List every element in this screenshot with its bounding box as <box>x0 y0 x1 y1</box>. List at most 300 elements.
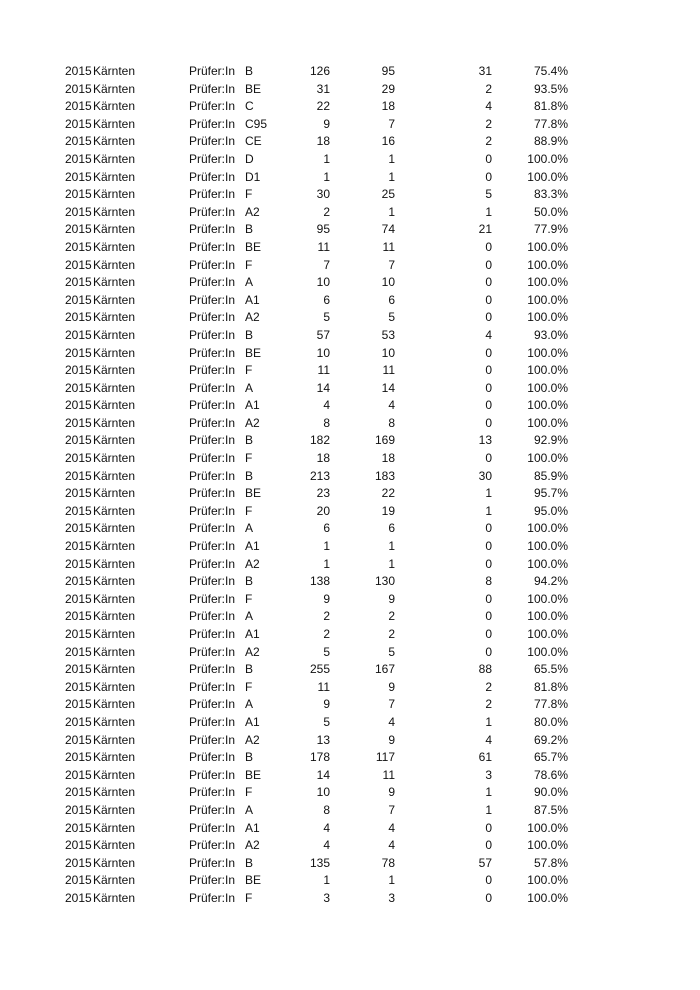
year-cell: 2015 <box>65 292 92 307</box>
failed-count-cell: 0 <box>485 838 492 853</box>
failed-count-cell: 4 <box>485 327 492 342</box>
total-count-cell: 10 <box>316 345 330 360</box>
total-count-cell: 11 <box>317 679 330 694</box>
license-class-cell: F <box>245 785 253 800</box>
year-cell: 2015 <box>65 204 92 219</box>
pass-rate-cell: 77.8% <box>533 116 568 131</box>
examiner-role-cell: Prüfer:In <box>189 116 236 131</box>
state-cell: Kärnten <box>93 785 136 800</box>
license-class-cell: BE <box>245 873 262 888</box>
examiner-role-cell: Prüfer:In <box>189 433 236 448</box>
failed-count-cell: 2 <box>485 81 492 96</box>
year-cell: 2015 <box>65 767 92 782</box>
table-row <box>0 626 700 644</box>
examiner-role-cell: Prüfer:In <box>189 151 236 166</box>
total-count-cell: 13 <box>316 732 330 747</box>
total-count-cell: 18 <box>316 134 330 149</box>
failed-count-cell: 2 <box>485 134 492 149</box>
pass-rate-cell: 93.0% <box>533 327 568 342</box>
passed-count-cell: 5 <box>388 310 395 325</box>
examiner-role-cell: Prüfer:In <box>189 785 236 800</box>
table-row <box>0 98 700 116</box>
pass-rate-cell: 77.8% <box>533 697 568 712</box>
table-row <box>0 257 700 275</box>
year-cell: 2015 <box>65 820 92 835</box>
pass-rate-cell: 92.9% <box>533 433 568 448</box>
state-cell: Kärnten <box>93 345 136 360</box>
license-class-cell: A2 <box>245 732 260 747</box>
pass-rate-cell: 100.0% <box>527 257 568 272</box>
table-row <box>0 186 700 204</box>
passed-count-cell: 1 <box>388 873 395 888</box>
failed-count-cell: 0 <box>485 627 492 641</box>
total-count-cell: 5 <box>323 310 330 325</box>
examiner-role-cell: Prüfer:In <box>189 503 236 518</box>
year-cell: 2015 <box>65 187 92 202</box>
year-cell: 2015 <box>65 415 92 430</box>
failed-count-cell: 4 <box>485 99 492 114</box>
year-cell: 2015 <box>65 169 92 184</box>
passed-count-cell: 74 <box>381 222 395 237</box>
data-table <box>0 63 700 908</box>
table-row <box>0 820 700 838</box>
state-cell: Kärnten <box>93 855 136 870</box>
year-cell: 2015 <box>65 310 92 325</box>
year-cell: 2015 <box>65 627 92 641</box>
table-row <box>0 274 700 292</box>
table-row <box>0 855 700 873</box>
examiner-role-cell: Prüfer:In <box>189 398 236 413</box>
total-count-cell: 1 <box>323 151 330 166</box>
passed-count-cell: 78 <box>381 855 395 870</box>
state-cell: Kärnten <box>93 257 136 272</box>
pass-rate-cell: 81.8% <box>533 99 568 114</box>
total-count-cell: 8 <box>323 802 330 817</box>
year-cell: 2015 <box>65 714 92 729</box>
passed-count-cell: 1 <box>388 539 395 554</box>
pass-rate-cell: 100.0% <box>527 644 568 659</box>
failed-count-cell: 0 <box>485 292 492 307</box>
license-class-cell: BE <box>245 345 262 360</box>
license-class-cell: B <box>245 222 254 237</box>
table-row <box>0 767 700 785</box>
pass-rate-cell: 100.0% <box>527 310 568 325</box>
pass-rate-cell: 90.0% <box>533 785 568 800</box>
total-count-cell: 3 <box>323 890 330 905</box>
year-cell: 2015 <box>65 838 92 853</box>
total-count-cell: 9 <box>323 116 330 131</box>
year-cell: 2015 <box>65 222 92 237</box>
failed-count-cell: 0 <box>485 890 492 905</box>
passed-count-cell: 16 <box>381 134 395 149</box>
total-count-cell: 14 <box>316 380 330 395</box>
passed-count-cell: 6 <box>388 521 395 536</box>
pass-rate-cell: 100.0% <box>527 556 568 571</box>
passed-count-cell: 25 <box>381 187 395 202</box>
year-cell: 2015 <box>65 99 92 114</box>
license-class-cell: A <box>245 697 254 712</box>
examiner-role-cell: Prüfer:In <box>189 363 236 378</box>
table-row <box>0 696 700 714</box>
pass-rate-cell: 94.2% <box>533 574 568 589</box>
pass-rate-cell: 100.0% <box>527 398 568 413</box>
license-class-cell: D <box>245 151 254 166</box>
state-cell: Kärnten <box>93 99 136 114</box>
failed-count-cell: 0 <box>485 873 492 888</box>
year-cell: 2015 <box>65 574 92 589</box>
pass-rate-cell: 100.0% <box>527 415 568 430</box>
total-count-cell: 5 <box>323 714 330 729</box>
examiner-role-cell: Prüfer:In <box>189 767 236 782</box>
table-row <box>0 309 700 327</box>
examiner-role-cell: Prüfer:In <box>189 415 236 430</box>
examiner-role-cell: Prüfer:In <box>189 486 236 501</box>
passed-count-cell: 7 <box>388 257 395 272</box>
examiner-role-cell: Prüfer:In <box>189 609 236 624</box>
failed-count-cell: 0 <box>485 591 492 606</box>
failed-count-cell: 1 <box>485 714 492 729</box>
failed-count-cell: 0 <box>485 151 492 166</box>
failed-count-cell: 0 <box>485 345 492 360</box>
license-class-cell: B <box>245 750 254 765</box>
examiner-role-cell: Prüfer:In <box>189 380 236 395</box>
state-cell: Kärnten <box>93 134 136 149</box>
passed-count-cell: 7 <box>388 697 395 712</box>
license-class-cell: A <box>245 380 254 395</box>
table-row <box>0 292 700 310</box>
examiner-role-cell: Prüfer:In <box>189 732 236 747</box>
failed-count-cell: 30 <box>478 468 492 483</box>
total-count-cell: 57 <box>316 327 330 342</box>
passed-count-cell: 11 <box>382 239 395 254</box>
passed-count-cell: 1 <box>388 204 395 219</box>
table-row <box>0 63 700 81</box>
passed-count-cell: 10 <box>381 345 395 360</box>
year-cell: 2015 <box>65 785 92 800</box>
license-class-cell: F <box>245 363 253 378</box>
total-count-cell: 11 <box>317 239 330 254</box>
state-cell: Kärnten <box>93 732 136 747</box>
state-cell: Kärnten <box>93 433 136 448</box>
total-count-cell: 22 <box>316 99 330 114</box>
pass-rate-cell: 93.5% <box>533 81 568 96</box>
failed-count-cell: 1 <box>485 204 492 219</box>
passed-count-cell: 19 <box>381 503 395 518</box>
total-count-cell: 126 <box>309 64 330 78</box>
examiner-role-cell: Prüfer:In <box>189 169 236 184</box>
passed-count-cell: 9 <box>388 591 395 606</box>
pass-rate-cell: 100.0% <box>527 539 568 554</box>
license-class-cell: A1 <box>245 539 260 554</box>
license-class-cell: A <box>245 609 254 624</box>
examiner-role-cell: Prüfer:In <box>189 292 236 307</box>
passed-count-cell: 1 <box>388 169 395 184</box>
state-cell: Kärnten <box>93 574 136 589</box>
total-count-cell: 18 <box>316 451 330 466</box>
passed-count-cell: 9 <box>388 679 395 694</box>
failed-count-cell: 0 <box>485 310 492 325</box>
pass-rate-cell: 100.0% <box>527 451 568 466</box>
table-row <box>0 802 700 820</box>
license-class-cell: CE <box>245 134 262 149</box>
failed-count-cell: 4 <box>485 732 492 747</box>
failed-count-cell: 3 <box>485 767 492 782</box>
year-cell: 2015 <box>65 679 92 694</box>
passed-count-cell: 22 <box>381 486 395 501</box>
total-count-cell: 178 <box>309 750 330 765</box>
state-cell: Kärnten <box>93 838 136 853</box>
license-class-cell: A2 <box>245 415 260 430</box>
total-count-cell: 14 <box>316 767 330 782</box>
failed-count-cell: 0 <box>485 380 492 395</box>
state-cell: Kärnten <box>93 310 136 325</box>
state-cell: Kärnten <box>93 556 136 571</box>
pass-rate-cell: 100.0% <box>527 627 568 641</box>
state-cell: Kärnten <box>93 169 136 184</box>
passed-count-cell: 14 <box>381 380 395 395</box>
license-class-cell: A <box>245 802 254 817</box>
total-count-cell: 10 <box>316 785 330 800</box>
year-cell: 2015 <box>65 239 92 254</box>
year-cell: 2015 <box>65 556 92 571</box>
state-cell: Kärnten <box>93 591 136 606</box>
license-class-cell: F <box>245 503 253 518</box>
table-row <box>0 362 700 380</box>
total-count-cell: 23 <box>316 486 330 501</box>
failed-count-cell: 21 <box>478 222 492 237</box>
state-cell: Kärnten <box>93 873 136 888</box>
table-row <box>0 81 700 99</box>
table-row <box>0 591 700 609</box>
passed-count-cell: 18 <box>381 451 395 466</box>
license-class-cell: B <box>245 64 254 78</box>
year-cell: 2015 <box>65 81 92 96</box>
state-cell: Kärnten <box>93 327 136 342</box>
total-count-cell: 31 <box>316 81 330 96</box>
pass-rate-cell: 83.3% <box>533 187 568 202</box>
passed-count-cell: 5 <box>388 644 395 659</box>
table-row <box>0 327 700 345</box>
examiner-role-cell: Prüfer:In <box>189 574 236 589</box>
table-row <box>0 380 700 398</box>
table-row <box>0 573 700 591</box>
pass-rate-cell: 95.0% <box>533 503 568 518</box>
pass-rate-cell: 100.0% <box>527 521 568 536</box>
state-cell: Kärnten <box>93 486 136 501</box>
examiner-role-cell: Prüfer:In <box>189 855 236 870</box>
failed-count-cell: 5 <box>485 187 492 202</box>
table-row <box>0 239 700 257</box>
total-count-cell: 255 <box>309 662 330 677</box>
state-cell: Kärnten <box>93 539 136 554</box>
state-cell: Kärnten <box>93 415 136 430</box>
total-count-cell: 20 <box>316 503 330 518</box>
pass-rate-cell: 57.8% <box>533 855 568 870</box>
total-count-cell: 95 <box>316 222 330 237</box>
total-count-cell: 8 <box>323 415 330 430</box>
pass-rate-cell: 77.9% <box>533 222 568 237</box>
examiner-role-cell: Prüfer:In <box>189 556 236 571</box>
pass-rate-cell: 100.0% <box>527 169 568 184</box>
state-cell: Kärnten <box>93 398 136 413</box>
pass-rate-cell: 100.0% <box>527 609 568 624</box>
table-row <box>0 714 700 732</box>
year-cell: 2015 <box>65 134 92 149</box>
pass-rate-cell: 100.0% <box>527 380 568 395</box>
year-cell: 2015 <box>65 327 92 342</box>
year-cell: 2015 <box>65 486 92 501</box>
failed-count-cell: 2 <box>485 697 492 712</box>
total-count-cell: 1 <box>323 873 330 888</box>
table-row <box>0 749 700 767</box>
license-class-cell: F <box>245 257 253 272</box>
state-cell: Kärnten <box>93 468 136 483</box>
state-cell: Kärnten <box>93 187 136 202</box>
state-cell: Kärnten <box>93 64 136 78</box>
passed-count-cell: 7 <box>388 802 395 817</box>
failed-count-cell: 13 <box>478 433 492 448</box>
year-cell: 2015 <box>65 750 92 765</box>
license-class-cell: A <box>245 275 254 290</box>
passed-count-cell: 4 <box>388 838 395 853</box>
license-class-cell: F <box>245 451 253 466</box>
year-cell: 2015 <box>65 257 92 272</box>
pass-rate-cell: 100.0% <box>527 275 568 290</box>
year-cell: 2015 <box>65 433 92 448</box>
examiner-role-cell: Prüfer:In <box>189 81 236 96</box>
failed-count-cell: 0 <box>485 398 492 413</box>
total-count-cell: 2 <box>323 204 330 219</box>
passed-count-cell: 11 <box>382 767 395 782</box>
passed-count-cell: 7 <box>388 116 395 131</box>
examiner-role-cell: Prüfer:In <box>189 697 236 712</box>
passed-count-cell: 6 <box>388 292 395 307</box>
failed-count-cell: 1 <box>485 503 492 518</box>
license-class-cell: B <box>245 662 254 677</box>
failed-count-cell: 8 <box>485 574 492 589</box>
state-cell: Kärnten <box>93 679 136 694</box>
state-cell: Kärnten <box>93 116 136 131</box>
year-cell: 2015 <box>65 591 92 606</box>
year-cell: 2015 <box>65 644 92 659</box>
license-class-cell: BE <box>245 486 262 501</box>
table-row <box>0 520 700 538</box>
failed-count-cell: 2 <box>485 116 492 131</box>
state-cell: Kärnten <box>93 890 136 905</box>
pass-rate-cell: 65.7% <box>533 750 568 765</box>
year-cell: 2015 <box>65 855 92 870</box>
passed-count-cell: 29 <box>381 81 395 96</box>
examiner-role-cell: Prüfer:In <box>189 64 236 78</box>
total-count-cell: 2 <box>323 609 330 624</box>
table-row <box>0 221 700 239</box>
failed-count-cell: 0 <box>485 820 492 835</box>
total-count-cell: 138 <box>309 574 330 589</box>
table-row <box>0 837 700 855</box>
year-cell: 2015 <box>65 64 92 78</box>
passed-count-cell: 130 <box>374 574 395 589</box>
pass-rate-cell: 100.0% <box>527 838 568 853</box>
pass-rate-cell: 75.4% <box>533 64 568 78</box>
state-cell: Kärnten <box>93 714 136 729</box>
examiner-role-cell: Prüfer:In <box>189 204 236 219</box>
total-count-cell: 11 <box>317 363 330 378</box>
year-cell: 2015 <box>65 697 92 712</box>
table-row <box>0 556 700 574</box>
year-cell: 2015 <box>65 609 92 624</box>
pass-rate-cell: 95.7% <box>533 486 568 501</box>
table-row <box>0 151 700 169</box>
year-cell: 2015 <box>65 398 92 413</box>
license-class-cell: A1 <box>245 292 260 307</box>
year-cell: 2015 <box>65 732 92 747</box>
examiner-role-cell: Prüfer:In <box>189 345 236 360</box>
passed-count-cell: 9 <box>388 732 395 747</box>
year-cell: 2015 <box>65 151 92 166</box>
state-cell: Kärnten <box>93 292 136 307</box>
table-row <box>0 732 700 750</box>
examiner-role-cell: Prüfer:In <box>189 521 236 536</box>
total-count-cell: 1 <box>323 556 330 571</box>
failed-count-cell: 0 <box>485 521 492 536</box>
passed-count-cell: 8 <box>388 415 395 430</box>
pass-rate-cell: 50.0% <box>533 204 568 219</box>
state-cell: Kärnten <box>93 275 136 290</box>
failed-count-cell: 0 <box>485 169 492 184</box>
examiner-role-cell: Prüfer:In <box>189 134 236 149</box>
table-row <box>0 432 700 450</box>
examiner-role-cell: Prüfer:In <box>189 257 236 272</box>
passed-count-cell: 4 <box>388 714 395 729</box>
pass-rate-cell: 100.0% <box>527 591 568 606</box>
license-class-cell: A2 <box>245 204 260 219</box>
license-class-cell: B <box>245 468 254 483</box>
table-row <box>0 784 700 802</box>
table-row <box>0 608 700 626</box>
year-cell: 2015 <box>65 380 92 395</box>
passed-count-cell: 10 <box>381 275 395 290</box>
total-count-cell: 4 <box>323 820 330 835</box>
failed-count-cell: 0 <box>485 644 492 659</box>
license-class-cell: BE <box>245 81 262 96</box>
state-cell: Kärnten <box>93 644 136 659</box>
license-class-cell: A1 <box>245 627 260 641</box>
state-cell: Kärnten <box>93 81 136 96</box>
passed-count-cell: 95 <box>381 64 395 78</box>
license-class-cell: BE <box>245 239 262 254</box>
pass-rate-cell: 100.0% <box>527 345 568 360</box>
examiner-role-cell: Prüfer:In <box>189 820 236 835</box>
failed-count-cell: 0 <box>485 556 492 571</box>
year-cell: 2015 <box>65 539 92 554</box>
passed-count-cell: 4 <box>388 820 395 835</box>
table-row <box>0 890 700 908</box>
total-count-cell: 1 <box>323 169 330 184</box>
license-class-cell: B <box>245 574 254 589</box>
total-count-cell: 30 <box>316 187 330 202</box>
table-row <box>0 503 700 521</box>
examiner-role-cell: Prüfer:In <box>189 222 236 237</box>
failed-count-cell: 0 <box>485 415 492 430</box>
year-cell: 2015 <box>65 521 92 536</box>
examiner-role-cell: Prüfer:In <box>189 99 236 114</box>
license-class-cell: A <box>245 521 254 536</box>
state-cell: Kärnten <box>93 451 136 466</box>
examiner-role-cell: Prüfer:In <box>189 310 236 325</box>
state-cell: Kärnten <box>93 820 136 835</box>
passed-count-cell: 2 <box>388 609 395 624</box>
state-cell: Kärnten <box>93 697 136 712</box>
